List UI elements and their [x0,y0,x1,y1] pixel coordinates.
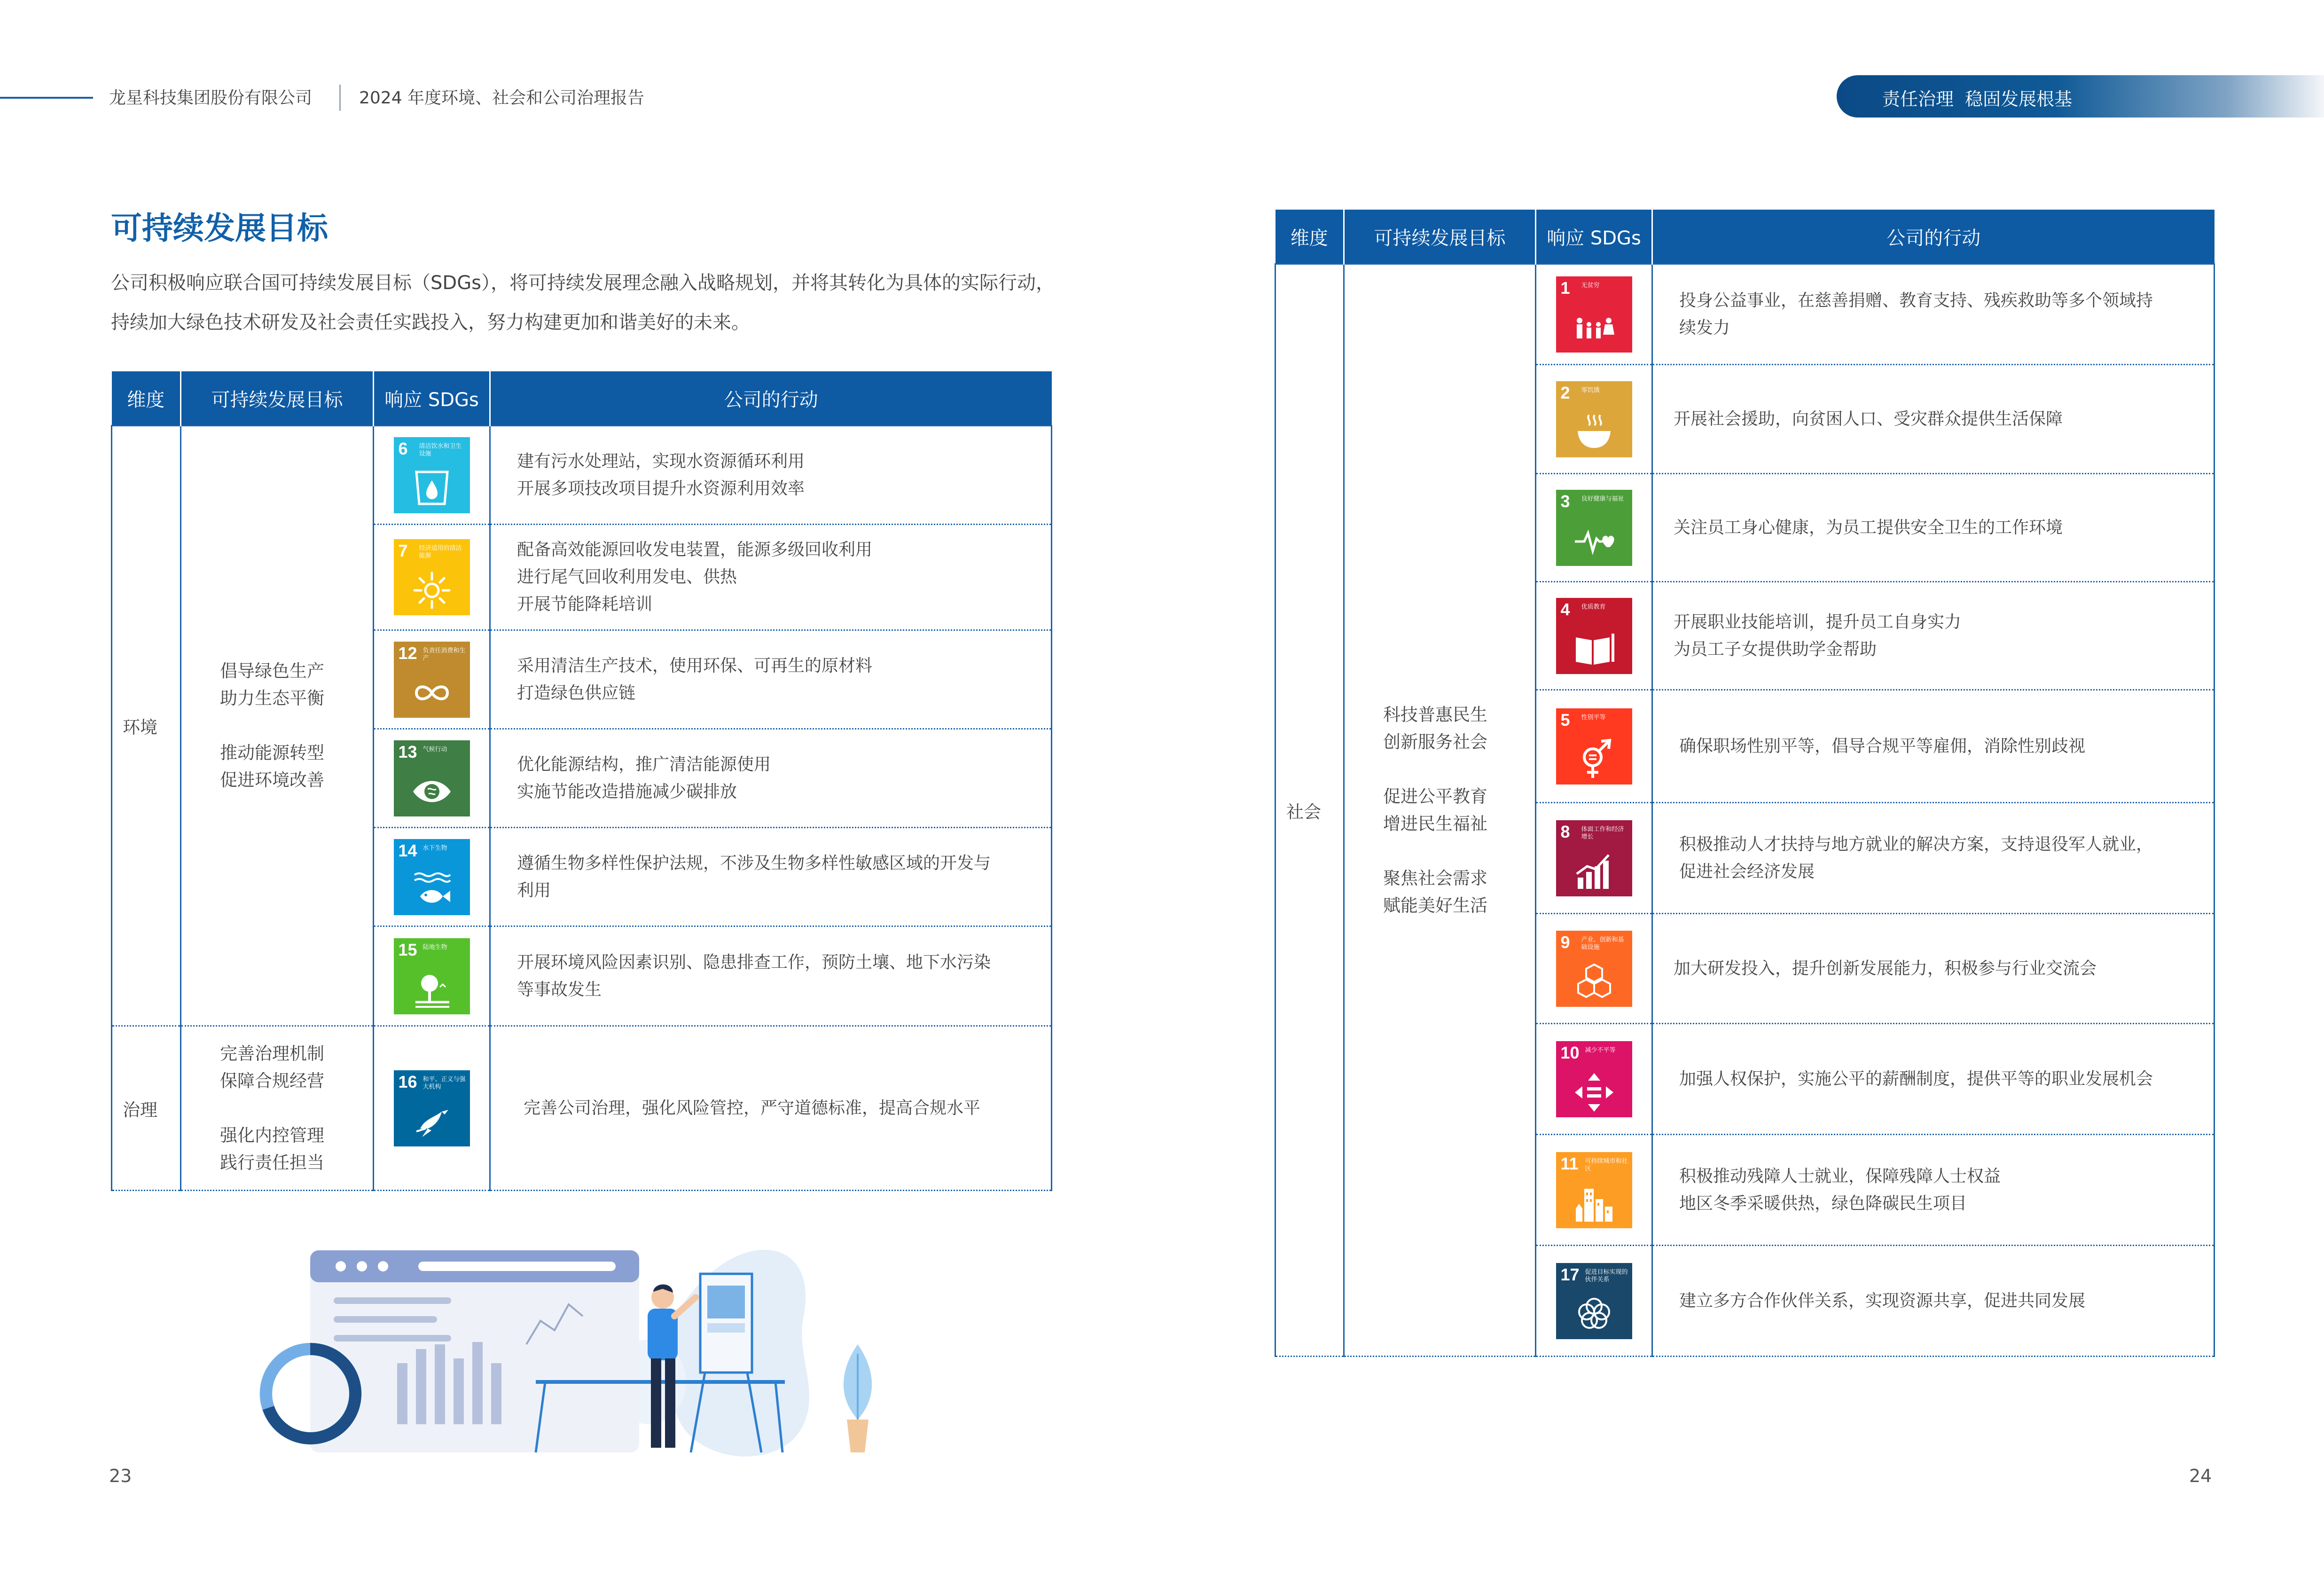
action-cell [1652,582,2214,690]
goal-cell [181,1026,374,1191]
action-text: 优化能源结构，推广清洁能源使用 [517,754,771,774]
sdg-16-tile [394,1070,470,1146]
sdg-number: 3 [1560,491,1570,511]
goal-text: 创新服务社会 [1383,731,1487,752]
sdg-2-tile [1556,381,1632,457]
sdg-label: 减少不平等 [1585,1046,1616,1054]
header-action: 公司的行动 [1652,210,2214,264]
family-icon [1573,306,1615,349]
page-number-left: 23 [109,1466,132,1486]
sdg-label: 促进目标实现的伙伴关系 [1585,1268,1628,1283]
goal-text: 完善治理机制 [220,1043,324,1064]
action-text: 积极推动人才扶持与地方就业的解决方案，支持退役军人就业， [1679,834,2153,854]
header-sdgs: 响应 SDGs [1536,210,1652,264]
dimension-cell: 治理 [112,1026,181,1191]
action-cell [490,630,1052,729]
goal-text: 科技普惠民生 [1383,704,1487,725]
water-drop-icon [411,467,453,510]
sdg-number: 5 [1560,710,1570,730]
cubes-icon [1573,961,1615,1003]
goal-cell [181,426,374,1026]
sdg-6-tile [394,437,470,513]
sdg-14-tile [394,839,470,915]
header-report-title: 2024 年度环境、社会和公司治理报告 [359,88,645,108]
sdg-icon-cell [1536,264,1652,365]
sdg-icon-cell [374,630,490,729]
sdg-17-tile [1556,1263,1632,1339]
sdg-number: 12 [398,643,417,663]
action-cell [490,426,1052,525]
sdg-icon-cell [1536,1135,1652,1246]
sdg-label: 无贫穷 [1581,282,1600,289]
action-text: 开展环境风险因素识别、隐患排查工作，预防土壤、地下水污染 [517,952,991,972]
sdg-13-tile [394,740,470,816]
goal-text: 强化内控管理 [220,1125,324,1145]
action-cell [1652,1246,2214,1357]
sdg-icon-cell [1536,690,1652,803]
sdg-label: 经济适用的清洁能源 [419,545,462,559]
header-goal: 可持续发展目标 [181,371,374,426]
sdg-label: 清洁饮水和卫生设施 [419,442,462,457]
action-text: 加强人权保护，实施公平的薪酬制度，提供平等的职业发展机会 [1679,1069,2153,1089]
sdg-number: 9 [1560,932,1570,952]
goal-text: 践行责任担当 [220,1152,324,1173]
sdg-icon-cell [374,926,490,1026]
goal-text: 推动能源转型 [220,743,324,763]
sdg-number: 17 [1560,1264,1580,1284]
sdg-label: 水下生物 [423,844,447,852]
sdg-label: 和平、正义与强大机构 [423,1075,466,1091]
eye-globe-icon [411,770,453,813]
sdg-label: 负责任消费和生产 [423,647,466,662]
table-row [112,426,1052,525]
sdg-7-tile [394,539,470,615]
action-cell [1652,690,2214,803]
sdg-number: 4 [1560,599,1570,619]
action-cell [490,828,1052,926]
action-cell [1652,803,2214,914]
gender-icon [1573,738,1615,781]
sdg-1-tile [1556,276,1632,353]
action-text: 关注员工身心健康，为员工提供安全卫生的工作环境 [1674,518,2063,537]
action-text: 开展社会援助，向贫困人口、受灾群众提供生活保障 [1674,409,2063,429]
section-title: 责任治理 稳固发展根基 [1882,89,2073,110]
sdg-4-tile [1556,598,1632,674]
sdg-icon-cell [374,828,490,926]
sdg-label: 气候行动 [423,745,447,753]
action-text: 遵循生物多样性保护法规，不涉及生物多样性敏感区域的开发与 [517,853,991,873]
sdg-number: 11 [1560,1153,1579,1173]
dimension-cell: 环境 [112,426,181,1026]
sdg-icon-cell [1536,1024,1652,1135]
sdg-number: 7 [398,541,408,560]
sdg-icon-cell [1536,803,1652,914]
goal-text: 促进公平教育 [1383,786,1487,807]
action-cell [490,729,1052,828]
sdg-9-tile [1556,931,1632,1007]
sdg-8-tile [1556,820,1632,896]
sun-icon [411,569,453,612]
sdg-number: 14 [398,840,417,860]
action-cell [1652,474,2214,582]
action-text: 配备高效能源回收发电装置，能源多级回收利用 [517,540,873,559]
sdg-label: 性别平等 [1581,714,1606,721]
action-text: 续发力 [1679,318,1730,337]
equality-icon [1573,1071,1615,1114]
sdg-number: 10 [1560,1043,1580,1062]
goal-text: 聚焦社会需求 [1383,868,1487,888]
sdg-10-tile [1556,1041,1632,1117]
sdg-label: 体面工作和经济增长 [1581,825,1624,840]
dimension-cell: 社会 [1275,264,1344,1357]
sdg-3-tile [1556,490,1632,566]
header-sdgs: 响应 SDGs [374,371,490,426]
sdg-icon-cell [1536,365,1652,474]
header-goal: 可持续发展目标 [1344,210,1536,264]
city-icon [1573,1182,1615,1224]
action-text: 建立多方合作伙伴关系，实现资源共享，促进共同发展 [1679,1291,2086,1310]
action-cell [1652,1024,2214,1135]
sdg-number: 6 [398,439,408,458]
header-divider [339,85,341,111]
sdg-12-tile [394,642,470,718]
infinity-icon [411,672,453,714]
action-text: 建有污水处理站，实现水资源循环利用 [517,451,805,471]
bowl-icon [1573,411,1615,454]
growth-chart-icon [1573,850,1615,893]
goal-text: 赋能美好生活 [1383,895,1487,916]
action-text: 确保职场性别平等，倡导合规平等雇佣，消除性别歧视 [1679,736,2086,756]
action-text: 加大研发投入，提升创新发展能力，积极参与行业交流会 [1674,958,2097,978]
action-text: 利用 [517,880,551,900]
action-cell [1652,914,2214,1024]
sdg-5-tile [1556,708,1632,785]
action-cell [490,926,1052,1026]
sdg-icon-cell [374,426,490,525]
page-number-right: 24 [2189,1466,2212,1486]
sdg-label: 良好健康与福祉 [1581,495,1624,502]
action-text: 采用清洁生产技术，使用环保、可再生的原材料 [517,656,873,675]
sdg-number: 8 [1560,822,1570,841]
header-action: 公司的行动 [490,371,1052,426]
action-text: 投身公益事业，在慈善捐赠、教育支持、残疾救助等多个领域持 [1679,290,2153,310]
sdg-icon-cell [374,525,490,630]
intro-paragraph: 公司积极响应联合国可持续发展目标（SDGs），将可持续发展理念融入战略规划，并将其转化为具体的实际行动，持续加大绿色技术研发及社会责任实践投入，努力构建更加和谐美好的未来。 [111,272,1055,333]
goal-text: 促进环境改善 [220,770,324,790]
sdg-icon-cell [1536,582,1652,690]
sdg-label: 可持续城市和社区 [1585,1157,1628,1172]
action-cell [1652,1135,2214,1246]
sdg-number: 1 [1560,278,1570,298]
sdg-number: 2 [1560,383,1570,402]
sdg-label: 优质教育 [1581,603,1606,611]
sdg-icon-cell [374,729,490,828]
page-title: 可持续发展目标 [111,210,328,246]
action-cell [1652,264,2214,365]
action-cell [490,525,1052,630]
tree-icon [411,968,453,1011]
action-text: 进行尾气回收利用发电、供热 [517,567,737,587]
action-text: 为员工子女提供助学金帮助 [1674,639,1877,659]
action-text: 完善公司治理，强化风险管控，严守道德标准，提高合规水平 [524,1098,981,1118]
sdg-number: 15 [398,940,417,959]
header-rule [0,97,93,99]
analytics-illustration [254,1203,912,1467]
book-icon [1573,628,1615,670]
goal-text: 保障合规经营 [220,1070,324,1091]
action-text: 积极推动残障人士就业，保障残障人士权益 [1679,1166,2001,1186]
sdg-11-tile [1556,1152,1632,1228]
action-text: 促进社会经济发展 [1679,862,1815,881]
partnership-icon [1573,1293,1615,1335]
table-row [1275,264,2214,365]
header-dimension: 维度 [1275,210,1344,264]
sdg-number: 16 [398,1072,417,1091]
header-company: 龙星科技集团股份有限公司 [109,88,313,108]
sdg-15-tile [394,938,470,1014]
action-text: 地区冬季采暖供热，绿色降碳民生项目 [1679,1193,1967,1213]
goal-cell [1344,264,1536,1357]
goal-text: 倡导绿色生产 [220,661,324,681]
action-cell [490,1026,1052,1191]
action-text: 等事故发生 [517,980,602,999]
fish-icon [411,869,453,911]
sdg-table-right [1275,210,2215,1357]
sdg-label: 陆地生物 [423,943,447,951]
table-row [112,1026,1052,1191]
action-text: 实施节能改造措施减少碳排放 [517,782,737,801]
sdg-number: 13 [398,742,417,761]
heartbeat-icon [1573,520,1615,562]
goal-text: 助力生态平衡 [220,688,324,708]
header-dimension: 维度 [112,371,181,426]
sdg-icon-cell [1536,474,1652,582]
sdg-icon-cell [1536,914,1652,1024]
goal-text: 增进民生福祉 [1383,813,1487,834]
dove-icon [411,1100,453,1143]
sdg-label: 零饥饿 [1581,386,1600,394]
action-text: 开展多项技改项目提升水资源利用效率 [517,479,805,498]
sdg-label: 产业、创新和基础设施 [1581,936,1624,951]
action-cell [1652,365,2214,474]
action-text: 打造绿色供应链 [517,683,636,703]
action-text: 开展节能降耗培训 [517,595,653,614]
sdg-icon-cell [1536,1246,1652,1357]
action-text: 开展职业技能培训，提升员工自身实力 [1674,612,1962,632]
sdg-icon-cell [374,1026,490,1191]
sdg-table-left [111,371,1052,1191]
